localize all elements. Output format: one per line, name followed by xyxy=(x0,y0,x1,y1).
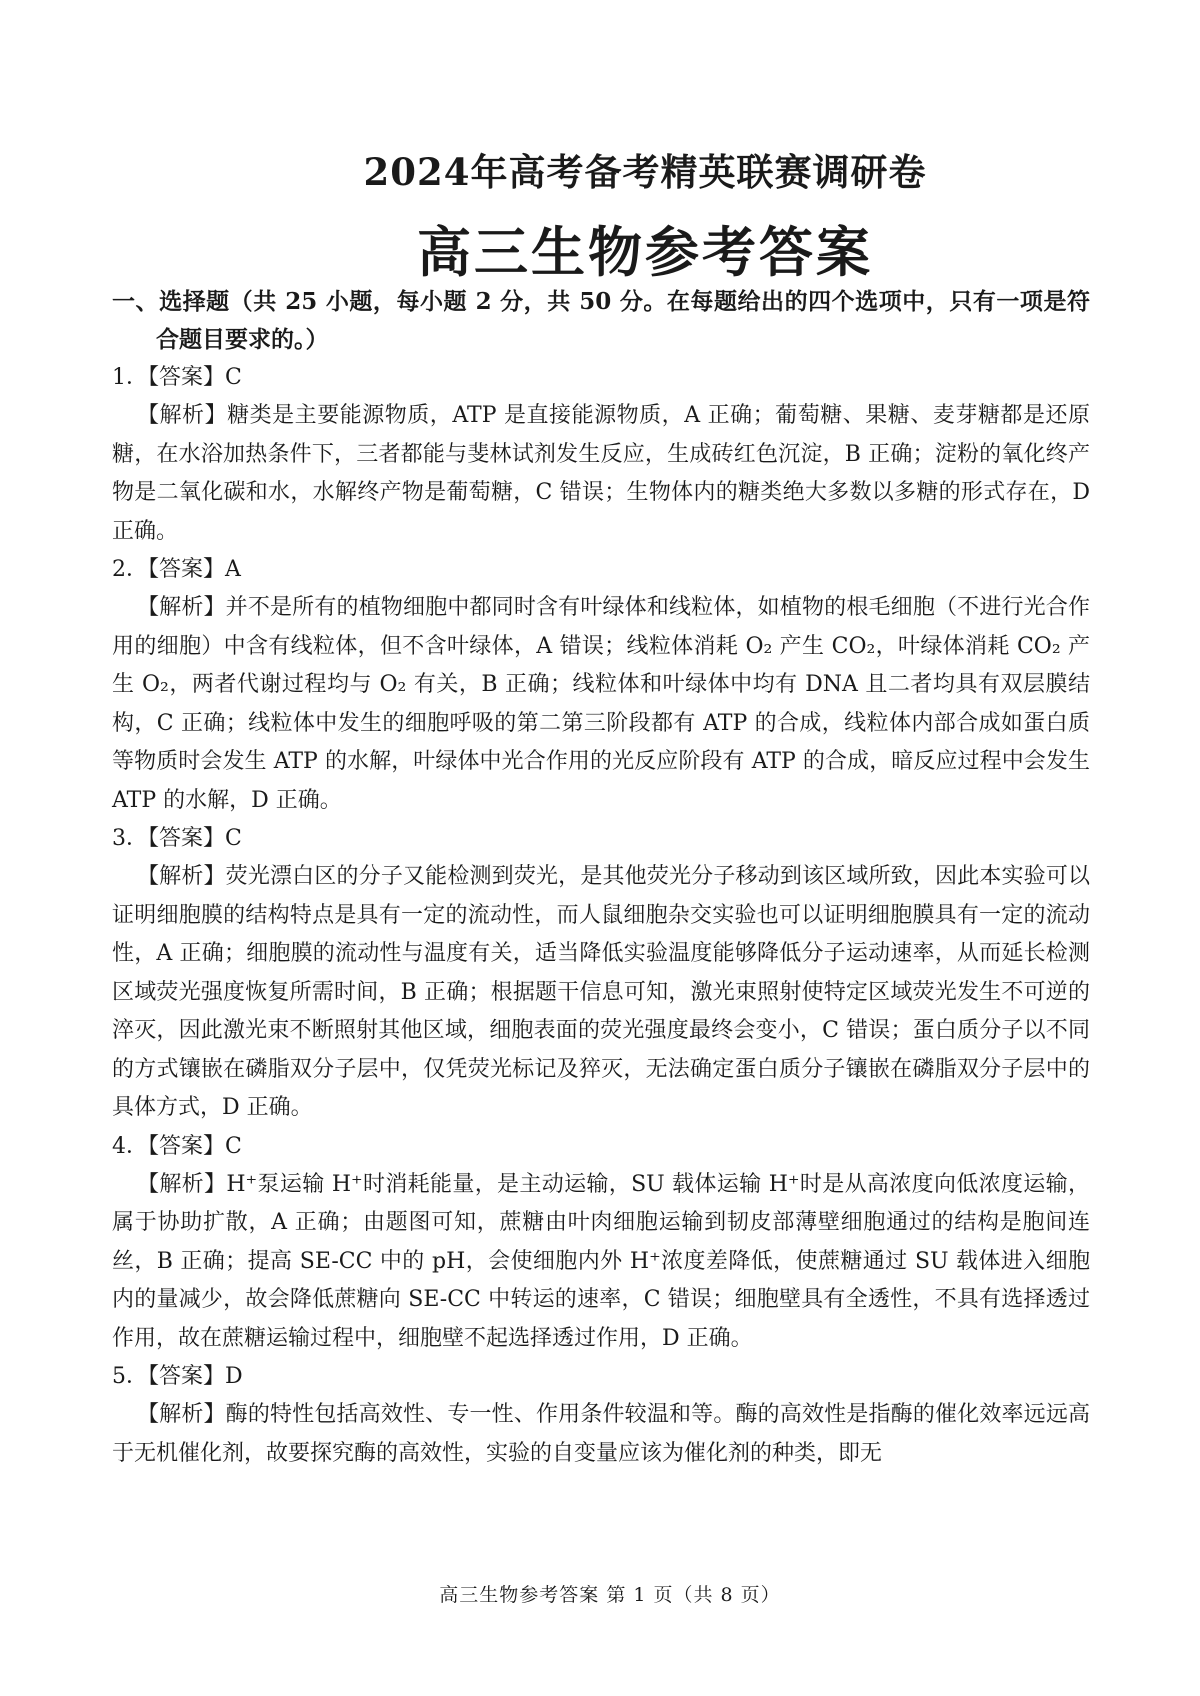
section-heading: 一、选择题（共 25 小题，每小题 2 分，共 50 分。在每题给出的四个选项中，只有一项是符合题目要求的。） xyxy=(112,288,1090,353)
document-title: 高三生物参考答案 xyxy=(417,220,873,284)
analysis-paragraph: 【解析】酶的特性包括高效性、专一性、作用条件较温和等。酶的高效性是指酶的催化效率远远高于无机催化剂，故要探究酶的高效性，实验的自变量应该为催化剂的种类，即无 xyxy=(112,1402,1090,1466)
analysis-paragraph: 【解析】荧光漂白区的分子又能检测到荧光，是其他荧光分子移动到该区域所致，因此本实验可以证明细胞膜的结构特点是具有一定的流动性，而人鼠细胞杂交实验也可以证明细胞膜具有一定的流动性，A 正确；细胞膜的流动性与温度有关，适当降低实验温度能够降低分子运动速率，从而延长检测区域荧光强度恢复所需时间，B 正确；根据题干信息可知，激光束照射使特定区域荧光发生不可逆的淬灭，因此激光束不断照射其他区域，细胞表面的荧光强度最终会变小，C 错误；蛋白质分子以不同的方式镶嵌在磷脂双分子层中，仅凭荧光标记及猝灭，无法确定蛋白质分子镶嵌在磷脂双分子层中的具体方式，D 正确。 xyxy=(112,864,1090,1120)
page-footer: 高三生物参考答案 第 1 页（共 8 页） xyxy=(439,1584,781,1606)
answer-content xyxy=(112,283,1090,1473)
question-3 xyxy=(112,820,1090,1128)
analysis-paragraph: 【解析】并不是所有的植物细胞中都同时含有叶绿体和线粒体，如植物的根毛细胞（不进行光合作用的细胞）中含有线粒体，但不含叶绿体，A 错误；线粒体消耗 O₂ 产生 CO₂，叶绿体消耗 CO₂ 产生 O₂，两者代谢过程均与 O₂ 有关，B 正确；线粒体和叶绿体中均有 DNA 且二者均具有双层膜结构，C 正确；线粒体中发生的细胞呼吸的第二第三阶段都有 ATP 的合成，线粒体内部合成如蛋白质等物质时会发生 ATP 的水解，叶绿体中光合作用的光反应阶段有 ATP 的合成，暗反应过程中会发生 ATP 的水解，D 正确。 xyxy=(112,595,1090,813)
answer-line: 2．【答案】A xyxy=(112,557,241,582)
question-5 xyxy=(112,1358,1090,1473)
answer-line: 3．【答案】C xyxy=(112,826,242,851)
exam-title: 2024年高考备考精英联赛调研卷 xyxy=(363,150,927,194)
question-1 xyxy=(112,359,1090,551)
answer-line: 4．【答案】C xyxy=(112,1133,242,1159)
question-2 xyxy=(112,551,1090,820)
question-4 xyxy=(112,1128,1090,1359)
analysis-paragraph: 【解析】H⁺泵运输 H⁺时消耗能量，是主动运输，SU 载体运输 H⁺时是从高浓度向低浓度运输，属于协助扩散，A 正确；由题图可知，蔗糖由叶肉细胞运输到韧皮部薄壁细胞通过的结构是胞间连丝，B 正确；提高 SE-CC 中的 pH，会使细胞内外 H⁺浓度差降低，使蔗糖通过 SU 载体进入细胞内的量减少，故会降低蔗糖向 SE-CC 中转运的速率，C 错误；细胞壁具有全透性，不具有选择透过作用，故在蔗糖运输过程中，细胞壁不起选择透过作用，D 正确。 xyxy=(112,1171,1090,1351)
answer-line: 5．【答案】D xyxy=(112,1364,243,1389)
answer-line: 1．【答案】C xyxy=(112,365,242,390)
analysis-paragraph: 【解析】糖类是主要能源物质，ATP 是直接能源物质，A 正确；葡萄糖、果糖、麦芽糖都是还原糖，在水浴加热条件下，三者都能与斐林试剂发生反应，生成砖红色沉淀，B 正确；淀粉的氧化终产物是二氧化碳和水，水解终产物是葡萄糖，C 错误；生物体内的糖类绝大多数以多糖的形式存在，D 正确。 xyxy=(112,403,1090,544)
